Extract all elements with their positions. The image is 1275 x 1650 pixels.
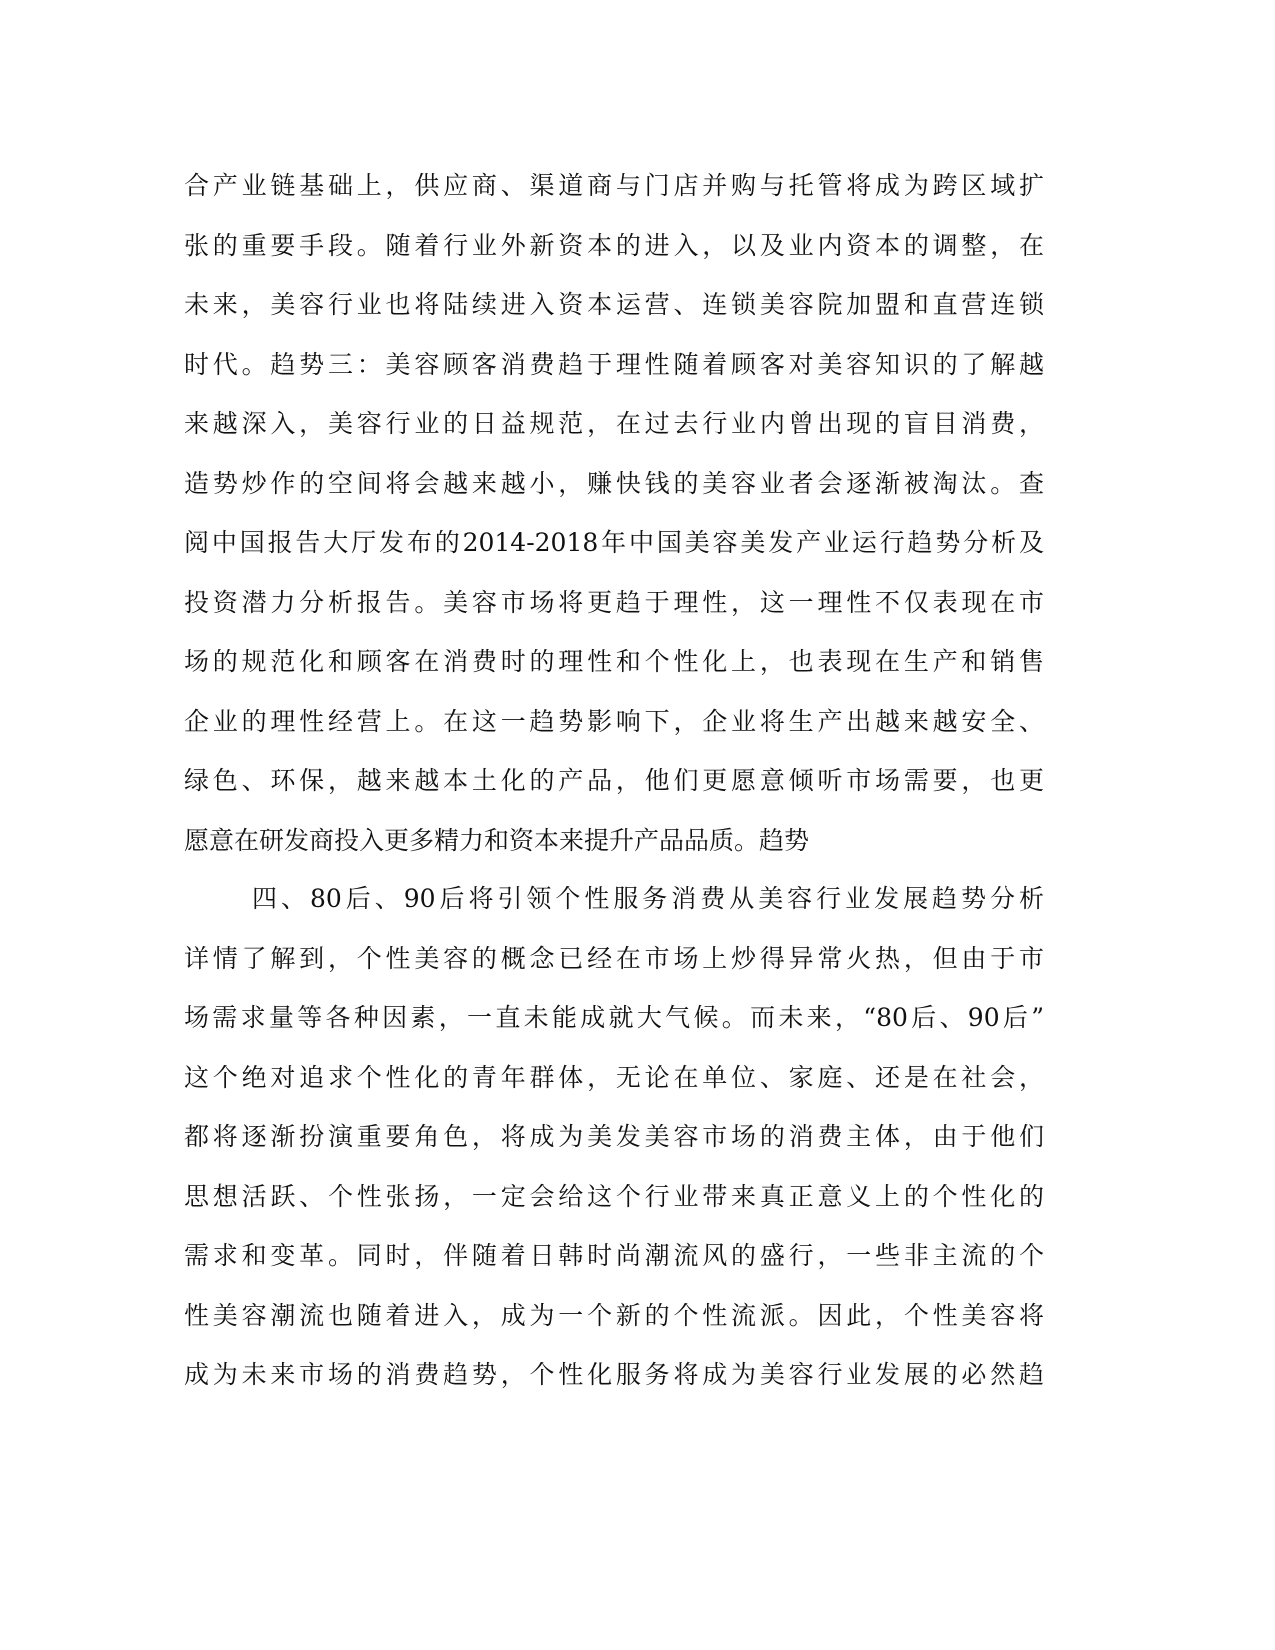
text-line: 造势炒作的空间将会越来越小，赚快钱的美容业者会逐渐被淘汰。查 — [184, 468, 1044, 498]
text-line: 都将逐渐扮演重要角色，将成为美发美容市场的消费主体，由于他们 — [184, 1122, 1044, 1151]
text-line: 场需求量等各种因素，一直未能成就大气候。而未来，“80后、90后” — [184, 1003, 1044, 1032]
text-line: 投资潜力分析报告。美容市场将更趋于理性，这一理性不仅表现在市 — [184, 587, 1044, 617]
text-line: 成为未来市场的消费趋势，个性化服务将成为美容行业发展的必然趋 — [184, 1360, 1044, 1389]
text-line: 企业的理性经营上。在这一趋势影响下，企业将生产出越来越安全、 — [184, 706, 1044, 736]
text-line: 阅中国报告大厅发布的2014-2018年中国美容美发产业运行趋势分析及 — [184, 528, 1044, 557]
text-line: 张的重要手段。随着行业外新资本的进入，以及业内资本的调整，在 — [184, 230, 1044, 260]
text-line: 绿色、环保，越来越本土化的产品，他们更愿意倾听市场需要，也更 — [184, 766, 1044, 795]
text-line: 四、80后、90后将引领个性服务消费从美容行业发展趋势分析 — [252, 884, 1044, 913]
text-line: 思想活跃、个性张扬，一定会给这个行业带来真正意义上的个性化的 — [184, 1181, 1044, 1211]
text-line: 详情了解到，个性美容的概念已经在市场上炒得异常火热，但由于市 — [184, 943, 1044, 973]
text-line: 来越深入，美容行业的日益规范，在过去行业内曾出现的盲目消费， — [184, 409, 1044, 438]
text-line: 未来，美容行业也将陆续进入资本运营、连锁美容院加盟和直营连锁 — [184, 290, 1044, 319]
text-line: 这个绝对追求个性化的青年群体，无论在单位、家庭、还是在社会， — [184, 1062, 1044, 1092]
text-line: 时代。趋势三：美容顾客消费趋于理性随着顾客对美容知识的了解越 — [184, 349, 1044, 379]
text-line: 性美容潮流也随着进入，成为一个新的个性流派。因此，个性美容将 — [184, 1300, 1044, 1330]
paragraph-2 — [184, 869, 1044, 1405]
text-line: 合产业链基础上，供应商、渠道商与门店并购与托管将成为跨区域扩 — [184, 171, 1044, 200]
text-line: 场的规范化和顾客在消费时的理性和个性化上，也表现在生产和销售 — [184, 647, 1044, 676]
text-line: 需求和变革。同时，伴随着日韩时尚潮流风的盛行，一些非主流的个 — [184, 1241, 1044, 1270]
text-line: 愿意在研发商投入更多精力和资本来提升产品品质。趋势 — [184, 825, 810, 855]
paragraph-1 — [184, 156, 1044, 870]
